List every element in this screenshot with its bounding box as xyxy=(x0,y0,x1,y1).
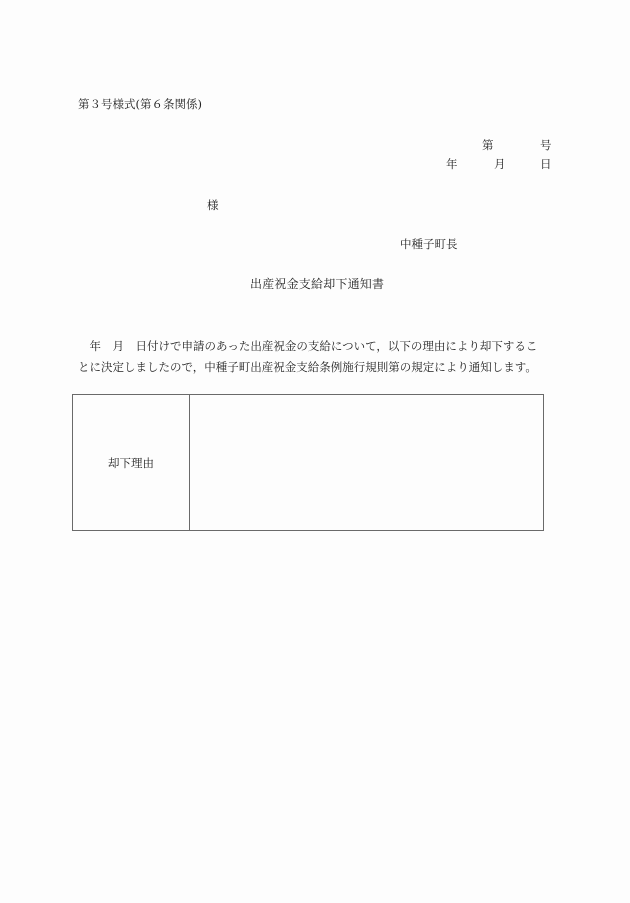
date-day: 日 xyxy=(540,157,552,171)
body-paragraph xyxy=(78,336,552,378)
date-year: 年 xyxy=(446,157,458,171)
body-line-1: 年 月 日付けで申請のあった出産祝金の支給について，以下の理由により却下するこ xyxy=(78,339,538,353)
date-month: 月 xyxy=(494,157,506,171)
reason-value-cell xyxy=(190,395,543,530)
reason-label: 却下理由 xyxy=(108,455,154,470)
sender-name: 中種子町長 xyxy=(400,237,458,251)
recipient-honorific: 様 xyxy=(207,198,219,212)
rejection-reason-table xyxy=(72,394,544,531)
document-number-prefix: 第 xyxy=(482,138,494,152)
document-number-suffix: 号 xyxy=(540,138,552,152)
document-title: 出産祝金支給却下通知書 xyxy=(250,277,385,291)
reason-label-cell xyxy=(73,395,190,530)
body-line-2: とに決定しましたので，中種子町出産祝金支給条例施行規則第の規定により通知します。 xyxy=(78,360,537,374)
form-number: 第３号様式(第６条関係) xyxy=(78,97,202,111)
